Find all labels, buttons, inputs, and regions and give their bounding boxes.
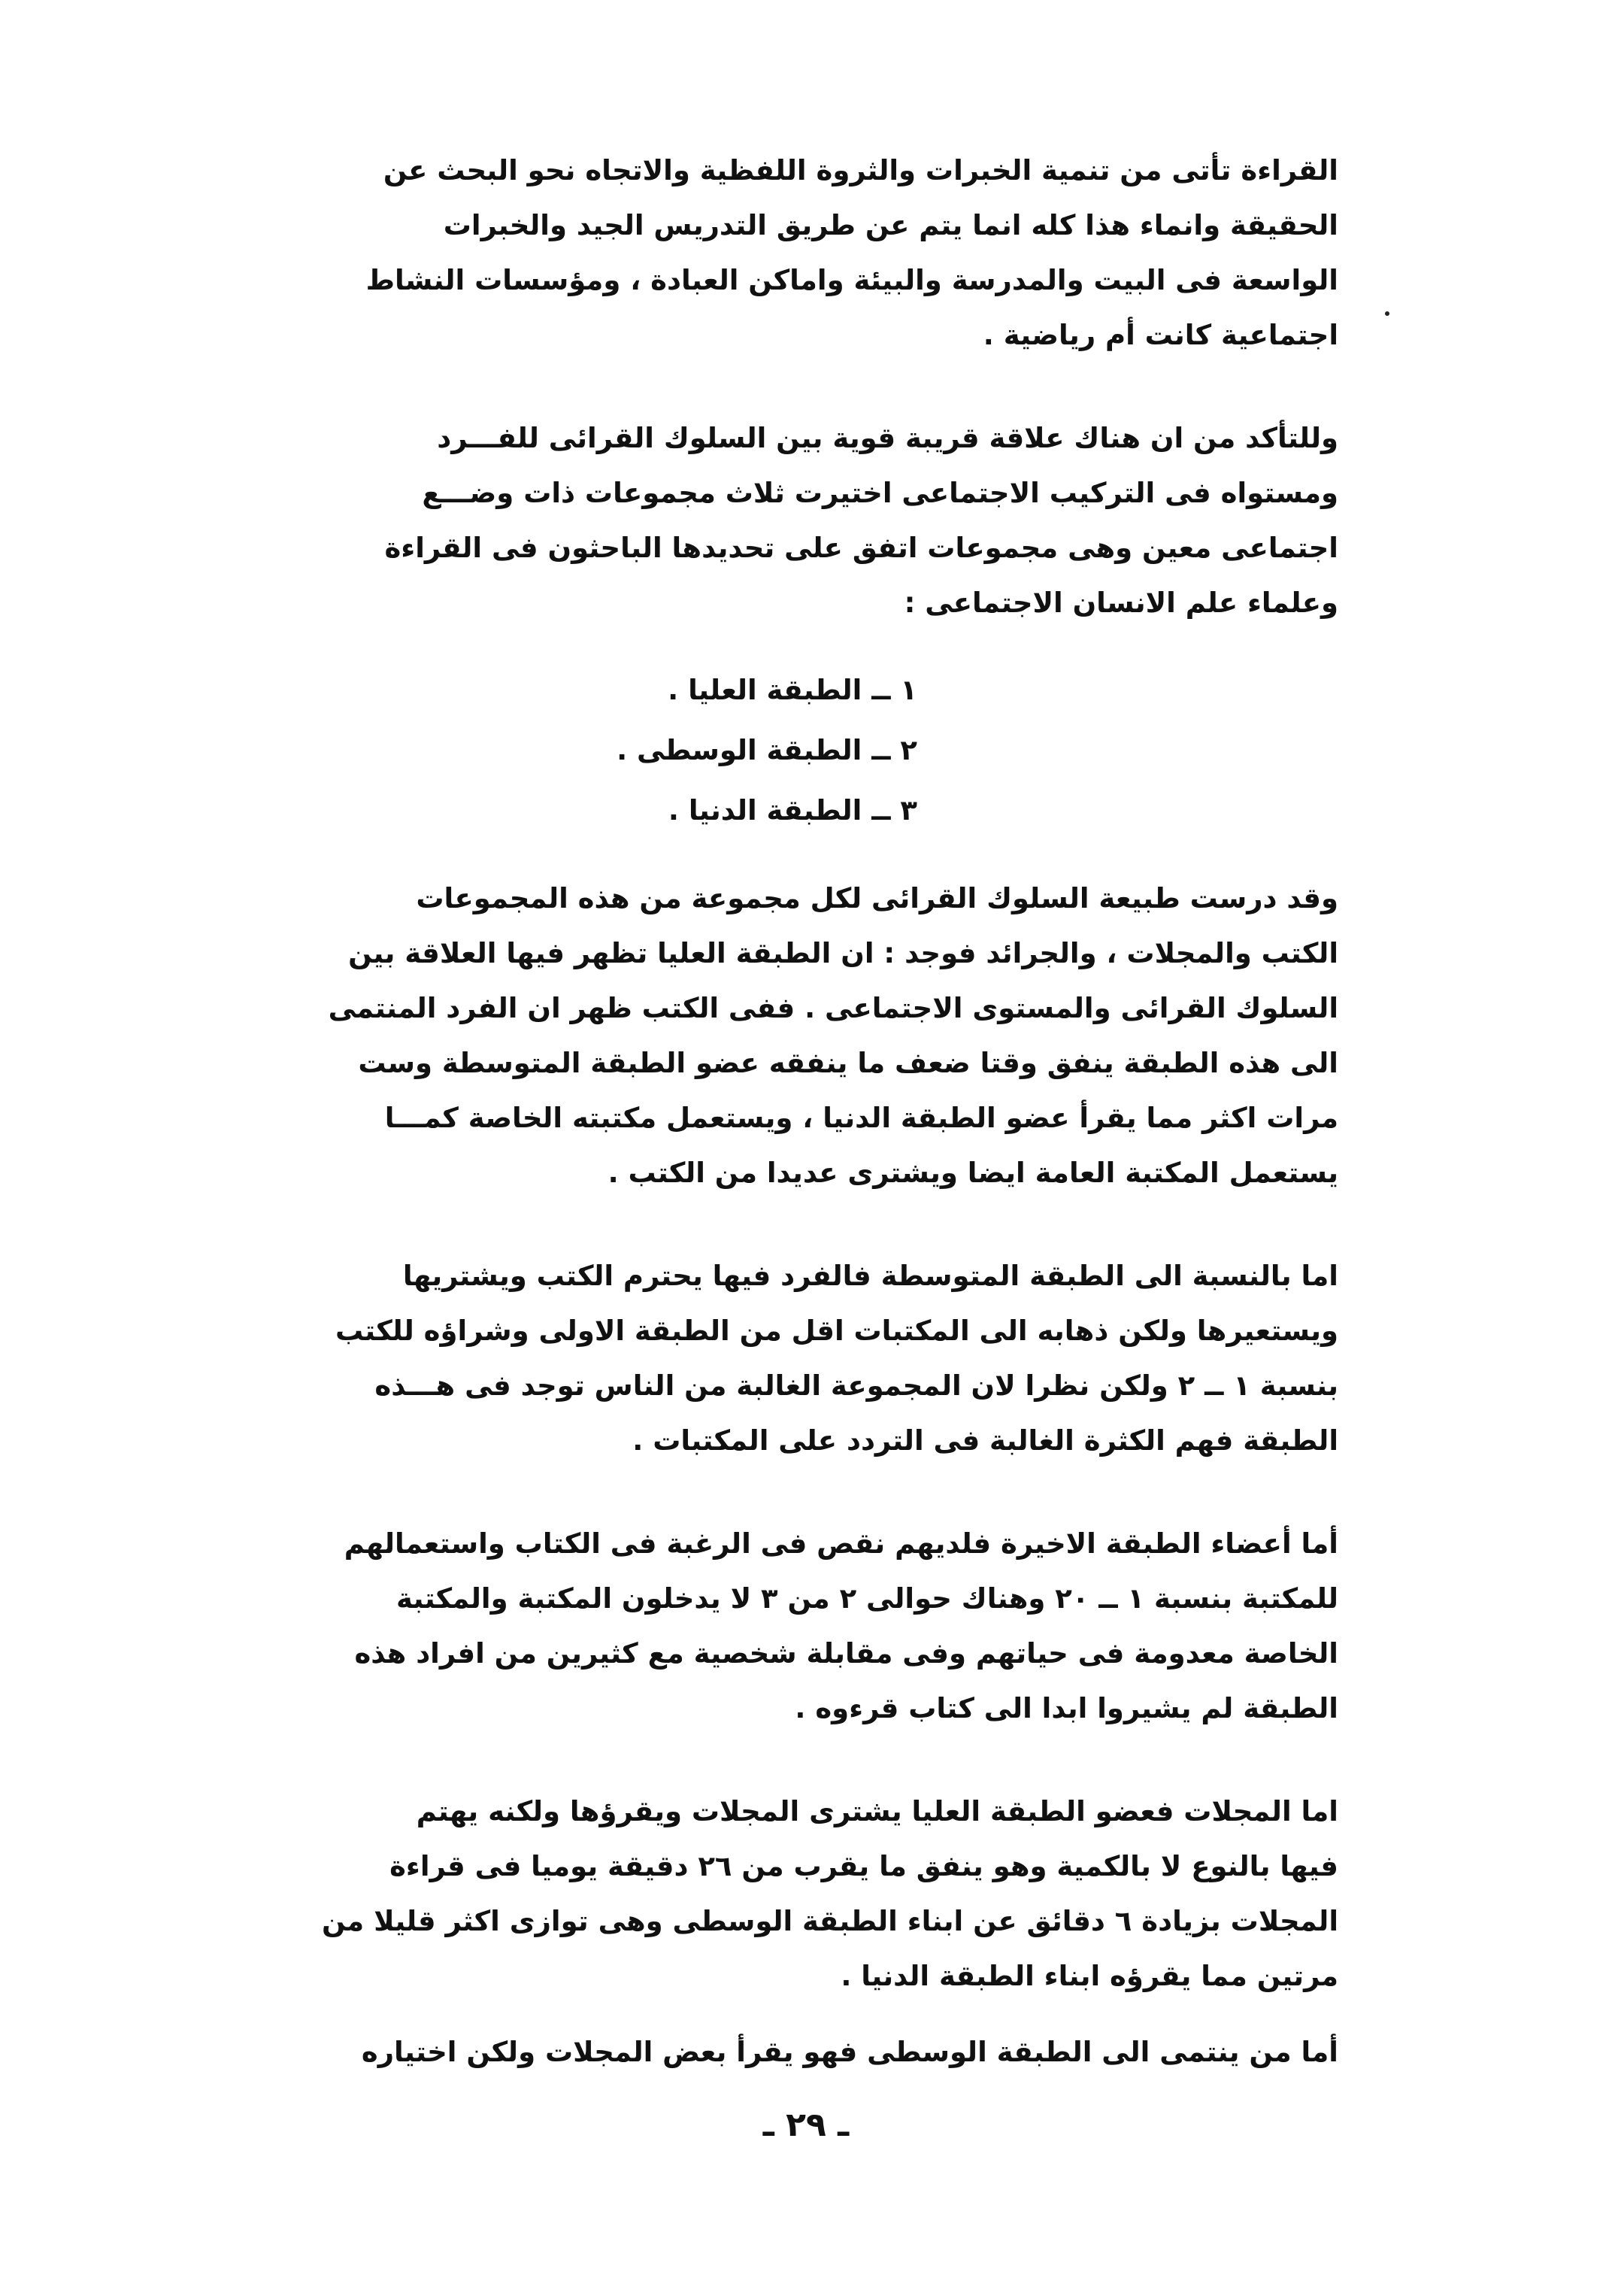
list-item-upper-class: ١ ــ الطبقة العليا . [668,674,917,706]
text-line: القراءة تأتى من تنمية الخبرات والثروة اللفظية والاتجاه نحو البحث عن [383,154,1338,187]
text-line: الطبقة لم يشيروا ابدا الى كتاب قرءوه . [795,1692,1338,1724]
text-line: وعلماء علم الانسان الاجتماعى : [904,587,1338,619]
text-line: وقد درست طبيعة السلوك القرائى لكل مجموعة من هذه المجموعات [416,882,1338,914]
page-number: ـ ٢٩ ـ [762,2106,850,2144]
text-line: السلوك القرائى والمستوى الاجتماعى . ففى الكتب ظهر ان الفرد المنتمى [328,992,1338,1024]
text-line: اما المجلات فعضو الطبقة العليا يشترى المجلات ويقرؤها ولكنه يهتم [416,1795,1338,1827]
text-line: اما بالنسبة الى الطبقة المتوسطة فالفرد فيها يحترم الكتب ويشتريها [402,1260,1338,1292]
text-line: ويستعيرها ولكن ذهابه الى المكتبات اقل من الطبقة الاولى وشراؤه للكتب [335,1315,1338,1347]
paragraph-6 [280,1784,1338,2003]
text-line: أما من ينتمى الى الطبقة الوسطى فهو يقرأ بعض المجلات ولكن اختياره [361,2036,1338,2068]
text-line: اجتماعية كانت أم رياضية . [983,319,1338,351]
text-line: يستعمل المكتبة العامة ايضا ويشترى عديدا من الكتب . [608,1157,1338,1189]
paragraph-3 [280,871,1338,1200]
scan-speck [1385,311,1389,316]
text-line: مرتين مما يقرؤه ابناء الطبقة الدنيا . [841,1960,1338,1992]
text-line: الكتب والمجلات ، والجرائد فوجد : ان الطبقة العليا تظهر فيها العلاقة بين [348,937,1338,969]
text-line: فيها بالنوع لا بالكمية وهو ينفق ما يقرب من ٢٦ دقيقة يوميا فى قراءة [389,1850,1338,1882]
text-line: للمكتبة بنسبة ١ ــ ٢٠ وهناك حوالى ٢ من ٣ لا يدخلون المكتبة والمكتبة [396,1582,1338,1615]
text-line: الى هذه الطبقة ينفق وقتا ضعف ما ينفقه عضو الطبقة المتوسطة وست [358,1047,1338,1079]
text-line: الحقيقة وانماء هذا كله انما يتم عن طريق التدريس الجيد والخبرات [443,209,1338,241]
text-line: بنسبة ١ ــ ٢ ولكن نظرا لان المجموعة الغالبة من الناس توجد فى هـــذه [374,1369,1338,1402]
text-line: اجتماعى معين وهى مجموعات اتفق على تحديدها الباحثون فى القراءة [384,532,1338,564]
text-line: الطبقة فهم الكثرة الغالبة فى التردد على المكتبات . [632,1424,1338,1457]
list-item-lower-class: ٣ ــ الطبقة الدنيا . [668,794,917,826]
page-body [280,143,1338,2079]
paragraph-7 [280,2025,1338,2079]
paragraph-5 [280,1516,1338,1736]
paragraph-2 [280,411,1338,630]
text-line: الواسعة فى البيت والمدرسة والبيئة واماكن العبادة ، ومؤسسات النشاط [365,264,1338,296]
text-line: الخاصة معدومة فى حياتهم وفى مقابلة شخصية مع كثيرين من افراد هذه [354,1637,1338,1670]
text-line: ومستواه فى التركيب الاجتماعى اختيرت ثلاث مجموعات ذات وضـــع [422,477,1338,509]
list-item-middle-class: ٢ ــ الطبقة الوسطى . [617,734,917,766]
paragraph-1 [280,143,1338,362]
class-list [280,660,1338,841]
text-line: أما أعضاء الطبقة الاخيرة فلديهم نقص فى الرغبة فى الكتاب واستعمالهم [344,1527,1338,1560]
text-line: مرات اكثر مما يقرأ عضو الطبقة الدنيا ، ويستعمل مكتبته الخاصة كمـــا [384,1102,1338,1134]
paragraph-4 [280,1248,1338,1468]
text-line: المجلات بزيادة ٦ دقائق عن ابناء الطبقة الوسطى وهى توازى اكثر قليلا من [322,1905,1338,1937]
text-line: وللتأكد من ان هناك علاقة قريبة قوية بين السلوك القرائى للفـــرد [437,422,1338,454]
